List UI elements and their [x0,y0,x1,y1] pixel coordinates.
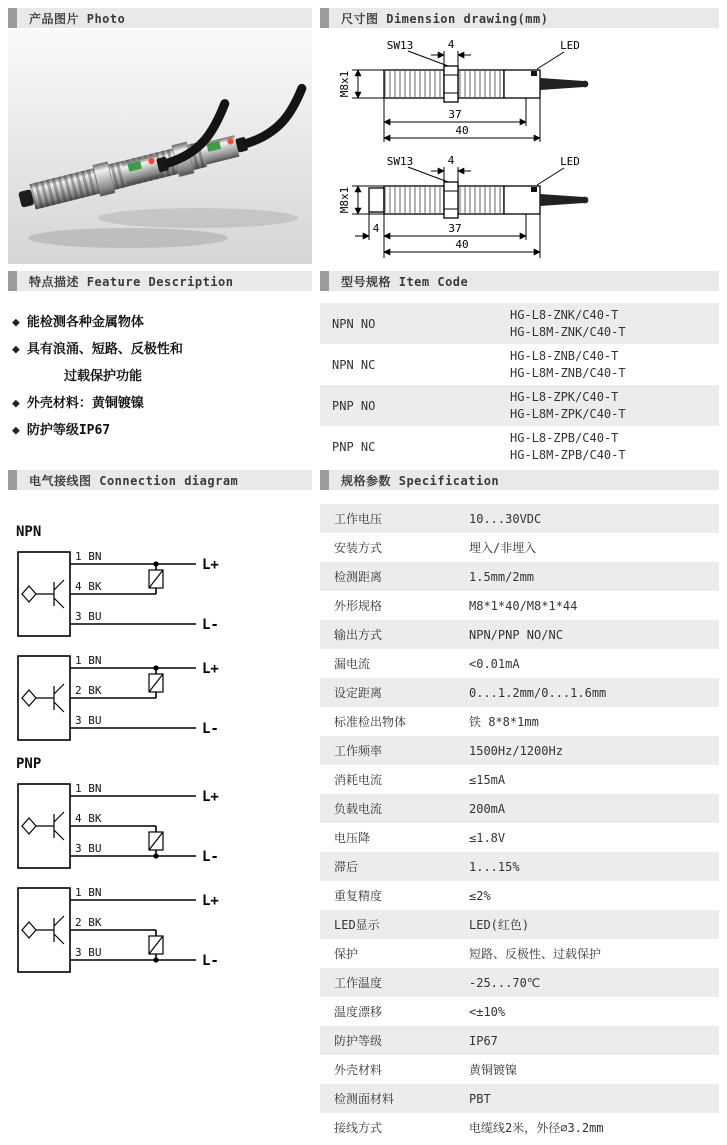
model-code: HG-L8M-ZPB/C40-T [510,447,626,462]
spec-value: <0.01mA [469,656,520,671]
junction-dot [153,957,158,962]
model-code: HG-L8M-ZPK/C40-T [510,406,626,421]
shadow [28,228,228,248]
spec-value: 电缆线2米，外径∅3.2mm [469,1121,604,1135]
item-code-table [320,303,719,467]
feature-item [12,390,312,417]
spec-section [320,470,719,1142]
wire-label-bn: 1 BN [75,782,102,795]
model-code: HG-L8-ZPK/C40-T [510,389,619,404]
dim-label-tip: 4 [372,222,380,235]
feature-text: 能检测各种金属物体 [26,315,144,330]
item-code-row [320,344,719,385]
wiring-group-label-npn: NPN [16,524,42,540]
terminal-lminus: L- [202,721,219,737]
dim-label-led: LED [560,39,580,52]
spec-value: 1500Hz/1200Hz [469,743,563,758]
dim-label-40: 40 [455,238,469,251]
spec-label: 温度漂移 [334,1005,383,1019]
model-code: HG-L8M-ZNB/C40-T [510,365,626,380]
sensor-outline [384,66,588,102]
spec-row [320,707,719,736]
spec-label: 消耗电流 [334,773,383,787]
spec-row [320,1055,719,1084]
spec-value: IP67 [469,1033,498,1048]
spec-value: M8*1*40/M8*1*44 [469,598,578,613]
sensor-symbol [22,684,64,712]
model-code: HG-L8-ZPB/C40-T [510,430,619,445]
diamond-bullet-icon: ◆ [12,315,20,330]
wire-label-bn: 1 BN [75,886,102,899]
item-code-section-header [320,271,719,291]
cable [540,194,584,206]
dim-label-sw13: SW13 [386,39,414,52]
feature-item-continuation [12,363,312,390]
spec-label: 检测距离 [334,570,383,584]
spec-value: 黄铜镀镍 [469,1063,518,1077]
spec-label: LED显示 [334,918,380,932]
dim-label-nut-width: 4 [447,38,455,51]
spec-value: 铁 8*8*1mm [469,715,539,729]
cable [540,78,584,90]
spec-value: 0...1.2mm/0...1.6mm [469,685,607,700]
spec-row [320,736,719,765]
diamond-bullet-icon: ◆ [12,342,20,357]
sensing-tip [369,188,384,212]
led-indicator [531,71,537,76]
wiring-diagram-npn-no [14,546,229,642]
output-type: PNP NO [332,398,376,413]
spec-label: 重复精度 [334,889,383,903]
spec-row [320,765,719,794]
dimension-lengths [355,212,540,258]
spec-label: 工作频率 [334,744,383,758]
feature-item [12,417,312,444]
feature-text: 防护等级IP67 [26,423,111,438]
dimension-section-header [320,8,719,28]
spec-label: 接线方式 [334,1121,383,1135]
diamond-bullet-icon: ◆ [12,396,20,411]
wire-label-bn: 1 BN [75,550,102,563]
dim-label-nut-width: 4 [447,154,455,167]
product-photo [8,30,312,267]
spec-label: 外形规格 [334,599,383,613]
model-codes [510,348,626,382]
header-accent-square [8,8,17,28]
spec-value: ≤1.8V [469,830,506,845]
spec-row [320,997,719,1026]
model-code: HG-L8-ZNB/C40-T [510,348,619,363]
model-code: HG-L8-ZNK/C40-T [510,307,619,322]
spec-row [320,852,719,881]
connection-section-header [8,470,312,490]
dimension-sw13 [387,39,448,66]
spec-label: 滞后 [334,860,359,874]
item-code-section-title: 型号规格 Item Code [341,274,469,289]
spec-value: ≤2% [469,888,491,903]
feature-item [12,336,312,363]
spec-row [320,504,719,533]
spec-value: 埋入/非埋入 [469,541,537,555]
spec-label: 防护等级 [334,1034,383,1048]
shadow [98,208,298,228]
spec-row [320,649,719,678]
spec-row [320,794,719,823]
spec-value: -25...70℃ [469,975,541,990]
junction-dot [153,561,158,566]
terminal-lminus: L- [202,617,219,633]
photo-section-header [8,8,312,28]
wire-label-bk: 2 BK [75,684,102,697]
sensor-symbol [22,812,64,840]
connection-section-title: 电气接线图 Connection diagram [29,473,239,488]
spec-value: 200mA [469,801,506,816]
wiring-diagram-pnp-no [14,778,229,874]
wire-label-bu: 3 BU [75,714,102,727]
wiring-group-label-pnp: PNP [16,756,42,772]
wire-label-bk: 2 BK [75,916,102,929]
terminal-lplus: L+ [202,893,219,909]
spec-value: <±10% [469,1004,506,1019]
header-accent-square [8,470,17,490]
spec-label: 检测面材料 [334,1092,395,1106]
dimension-led [537,39,580,69]
feature-text: 外壳材料：黄铜镀镍 [26,396,144,411]
spec-label: 设定距离 [334,686,383,700]
spec-row [320,1084,719,1113]
header-accent-square [8,271,17,291]
dim-label-37: 37 [448,222,462,235]
sensor-symbol [22,916,64,944]
diamond-bullet-icon: ◆ [12,423,20,438]
spec-row [320,939,719,968]
item-code-row [320,303,719,344]
item-code-row [320,385,719,426]
spec-label: 安装方式 [334,541,383,555]
spec-table [320,504,719,1142]
header-accent-square [320,470,329,490]
product-photo-image [8,30,312,264]
connection-diagrams [8,490,312,978]
dimension-led [537,155,580,185]
spec-value: PBT [469,1091,491,1106]
dimension-section [320,8,719,264]
spec-row [320,533,719,562]
model-code: HG-L8M-ZNK/C40-T [510,324,626,339]
spec-row [320,620,719,649]
dimension-sw13 [387,155,448,182]
junction-dot [153,853,158,858]
features-section-header [8,271,312,291]
spec-label: 漏电流 [334,657,371,671]
feature-text: 具有浪涌、短路、反极性和 [26,342,183,357]
wire-label-bu: 3 BU [75,610,102,623]
header-accent-square [320,271,329,291]
spec-row [320,591,719,620]
photo-section-title: 产品图片 Photo [29,11,126,26]
spec-value: 10...30VDC [469,511,542,526]
dim-label-thread: M8x1 [338,70,351,98]
sensor-symbol [22,580,64,608]
spec-label: 标准检出物体 [334,715,407,729]
spec-row [320,1113,719,1142]
model-codes [510,389,626,423]
spec-label: 外壳材料 [334,1063,383,1077]
header-accent-square [320,8,329,28]
junction-dot [153,665,158,670]
dimension-section-title: 尺寸图 Dimension drawing(mm) [341,11,549,26]
spec-value: LED(红色) [469,918,530,932]
connection-section [8,470,312,978]
dimension-lengths [384,98,540,142]
spec-row [320,968,719,997]
terminal-lplus: L+ [202,661,219,677]
spec-row [320,910,719,939]
spec-row [320,1026,719,1055]
spec-value: NPN/PNP NO/NC [469,627,563,642]
dimension-drawings [320,28,719,264]
feature-list [8,291,312,444]
dim-label-led: LED [560,155,580,168]
terminal-lplus: L+ [202,557,219,573]
feature-text: 过载保护功能 [64,369,143,384]
dim-label-thread: M8x1 [338,186,351,214]
output-type: PNP NC [332,439,376,454]
dim-label-sw13: SW13 [386,155,414,168]
output-type: NPN NO [332,316,376,331]
spec-row [320,678,719,707]
item-code-row [320,426,719,467]
led-indicator [531,187,537,192]
dim-label-37: 37 [448,108,462,121]
spec-label: 工作温度 [334,976,383,990]
dimension-drawing-flush [338,36,603,148]
spec-label: 电压降 [334,831,371,845]
spec-label: 输出方式 [334,628,383,642]
model-codes [510,307,626,341]
spec-value: 1...15% [469,859,520,874]
wiring-diagram-npn-nc [14,650,229,746]
feature-item [12,309,312,336]
wire-label-bu: 3 BU [75,842,102,855]
wire-label-bu: 3 BU [75,946,102,959]
dim-label-40: 40 [455,124,469,137]
spec-label: 负载电流 [334,802,383,816]
spec-row [320,881,719,910]
wire-label-bk: 4 BK [75,812,102,825]
spec-section-title: 规格参数 Specification [341,473,500,488]
spec-value: 短路、反极性、过载保护 [469,947,602,961]
model-codes [510,430,626,464]
spec-label: 工作电压 [334,512,383,526]
terminal-lminus: L- [202,849,219,865]
photo-section [8,8,312,267]
spec-value: ≤15mA [469,772,506,787]
output-type: NPN NC [332,357,376,372]
features-section [8,271,312,444]
spec-label: 保护 [334,947,359,961]
features-section-title: 特点描述 Feature Description [29,274,234,289]
wire-label-bn: 1 BN [75,654,102,667]
wiring-diagram-pnp-nc [14,882,229,978]
spec-row [320,823,719,852]
spec-section-header [320,470,719,490]
spec-row [320,562,719,591]
dimension-thread [338,70,384,98]
dimension-drawing-nonflush [338,152,603,264]
terminal-lplus: L+ [202,789,219,805]
terminal-lminus: L- [202,953,219,969]
sensor-outline [369,182,588,218]
item-code-section [320,271,719,467]
wire-label-bk: 4 BK [75,580,102,593]
spec-value: 1.5mm/2mm [469,569,535,584]
